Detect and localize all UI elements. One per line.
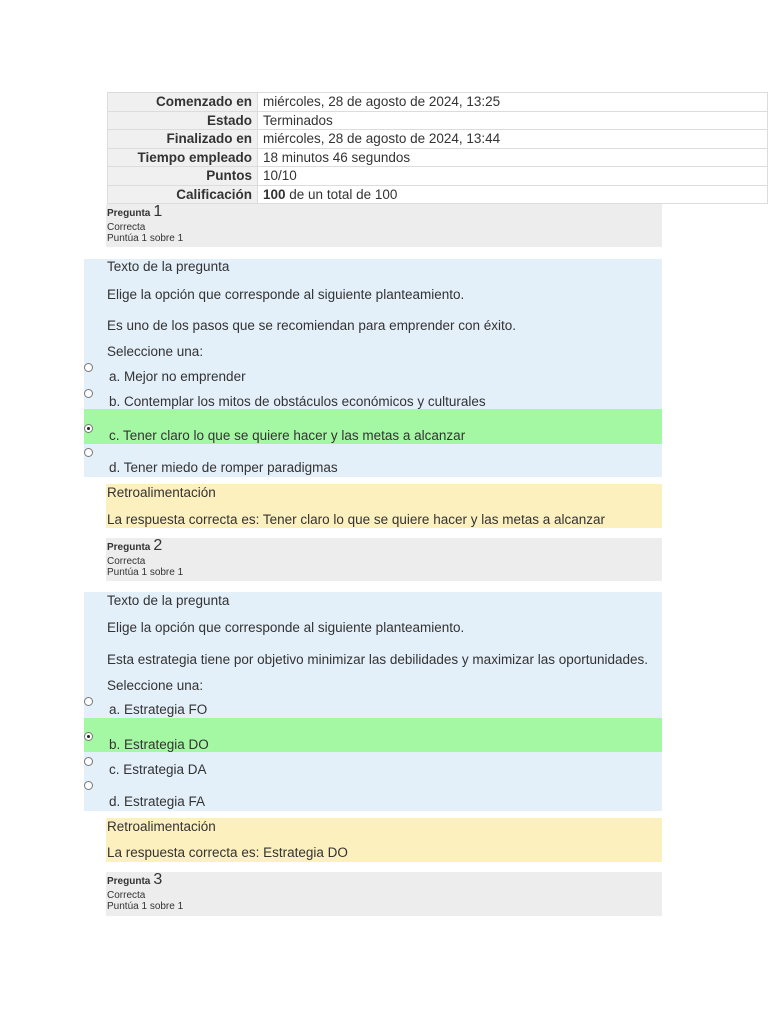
- summary-key: Tiempo empleado: [108, 148, 258, 167]
- option-label: d. Estrategia FA: [109, 794, 206, 809]
- radio-button[interactable]: [84, 389, 93, 398]
- summary-key: Puntos: [108, 167, 258, 186]
- summary-row: [108, 111, 768, 130]
- feedback-title: Retroalimentación: [107, 485, 216, 500]
- question-label: Pregunta: [107, 876, 151, 887]
- feedback-title: Retroalimentación: [107, 819, 216, 834]
- question-instruction: Elige la opción que corresponde al siguiente planteamiento.: [107, 287, 465, 302]
- question-info-3: [106, 872, 662, 916]
- feedback-text: La respuesta correcta es: Estrategia DO: [107, 845, 348, 860]
- question-content-2: [84, 592, 662, 811]
- summary-value: Terminados: [258, 111, 768, 130]
- feedback-text: La respuesta correcta es: Tener claro lo que se quiere hacer y las metas a alcanzar: [107, 512, 606, 527]
- radio-button[interactable]: [84, 757, 93, 766]
- question-mark: Puntúa 1 sobre 1: [107, 901, 184, 912]
- answer-option-c[interactable]: [84, 752, 662, 778]
- question-instruction: Elige la opción que corresponde al siguiente planteamiento.: [107, 620, 465, 635]
- feedback-box-1: [106, 484, 662, 528]
- summary-key: Estado: [108, 111, 258, 130]
- question-prompt: Esta estrategia tiene por objetivo minimizar las debilidades y maximizar las oportunidades.: [107, 652, 649, 667]
- question-number: 1: [153, 203, 163, 220]
- option-label: c. Estrategia DA: [109, 762, 207, 777]
- attempt-summary-table: [107, 92, 768, 204]
- select-one-label: Seleccione una:: [107, 344, 204, 359]
- option-label: c. Tener claro lo que se quiere hacer y las metas a alcanzar: [109, 428, 466, 443]
- option-label: a. Mejor no emprender: [109, 369, 246, 384]
- grade-total: de un total de 100: [285, 186, 398, 202]
- select-one-label: Seleccione una:: [107, 678, 204, 693]
- radio-button-selected[interactable]: [84, 424, 93, 433]
- summary-row: [108, 148, 768, 167]
- option-label: b. Estrategia DO: [109, 737, 209, 752]
- question-number: 2: [153, 537, 163, 554]
- radio-button-selected[interactable]: [84, 732, 93, 741]
- question-mark: Puntúa 1 sobre 1: [107, 567, 184, 578]
- question-state: Correcta: [107, 890, 146, 901]
- answer-option-b[interactable]: [84, 389, 662, 409]
- summary-row: [108, 93, 768, 112]
- question-mark: Puntúa 1 sobre 1: [107, 233, 184, 244]
- option-label: a. Estrategia FO: [109, 702, 208, 717]
- grade-value: [258, 185, 768, 204]
- question-label: Pregunta: [107, 208, 151, 219]
- feedback-box-2: [106, 818, 662, 862]
- question-state: Correcta: [107, 556, 146, 567]
- question-heading: Texto de la pregunta: [107, 259, 230, 274]
- summary-row: [108, 130, 768, 149]
- summary-value: miércoles, 28 de agosto de 2024, 13:25: [258, 93, 768, 112]
- summary-value: 10/10: [258, 167, 768, 186]
- option-label: b. Contemplar los mitos de obstáculos económicos y culturales: [109, 394, 486, 409]
- radio-button[interactable]: [84, 697, 93, 706]
- question-heading: Texto de la pregunta: [107, 593, 230, 608]
- answer-option-d[interactable]: [84, 444, 662, 477]
- question-label: Pregunta: [107, 542, 151, 553]
- summary-key: Calificación: [108, 185, 258, 204]
- grade-score: 100: [263, 186, 286, 202]
- question-content-1: [84, 259, 662, 477]
- summary-value: miércoles, 28 de agosto de 2024, 13:44: [258, 130, 768, 149]
- answer-option-d[interactable]: [84, 778, 662, 811]
- question-state: Correcta: [107, 222, 146, 233]
- question-prompt: Es uno de los pasos que se recomiendan para emprender con éxito.: [107, 318, 517, 333]
- question-info-2: [106, 538, 662, 581]
- summary-key: Comenzado en: [108, 93, 258, 112]
- summary-row: [108, 167, 768, 186]
- question-info-1: [106, 204, 662, 247]
- question-number: 3: [153, 871, 163, 888]
- summary-value: 18 minutos 46 segundos: [258, 148, 768, 167]
- radio-button[interactable]: [84, 781, 93, 790]
- answer-option-a[interactable]: [84, 697, 662, 718]
- answer-option-c[interactable]: [84, 409, 662, 444]
- summary-row-grade: [108, 185, 768, 204]
- radio-button[interactable]: [84, 448, 93, 457]
- answer-option-a[interactable]: [84, 363, 662, 389]
- summary-key: Finalizado en: [108, 130, 258, 149]
- answer-option-b[interactable]: [84, 718, 662, 752]
- option-label: d. Tener miedo de romper paradigmas: [109, 460, 338, 475]
- radio-button[interactable]: [84, 363, 93, 372]
